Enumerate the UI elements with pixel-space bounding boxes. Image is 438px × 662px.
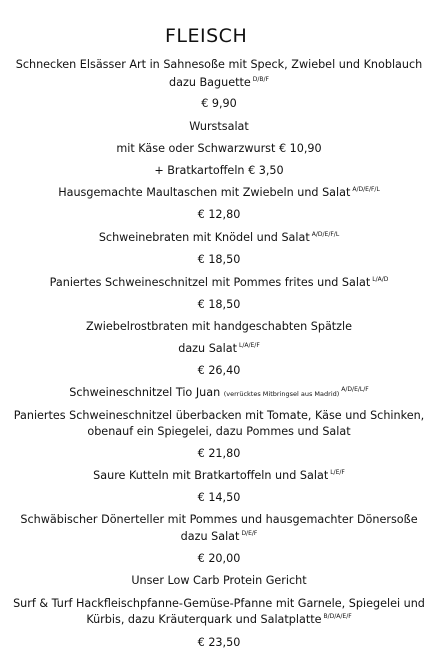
- wurstsalat-option2: + Bratkartoffeln € 3,50: [154, 164, 284, 177]
- tiojuan-name: [0, 386, 438, 399]
- tiojuan-note: (verrücktes Mitbringsel aus Madrid): [223, 390, 340, 398]
- tiojuan-allergens: A/D/E/L/F: [341, 386, 369, 393]
- doener-line1: Schwäbischer Dönerteller mit Pommes und hausgemachter Dönersoße: [20, 513, 418, 526]
- schnecken-allergens: D/B/F: [252, 76, 269, 83]
- schnitzel-text: Paniertes Schweineschnitzel mit Pommes frites und Salat: [49, 276, 371, 289]
- schnecken-line2: [0, 76, 438, 89]
- tiojuan-text: Schweineschnitzel Tio Juan: [69, 386, 221, 399]
- ueberbacken-price: € 21,80: [197, 447, 241, 460]
- maultaschen-allergens: A/D/E/F/L: [352, 186, 380, 193]
- zwiebelrostbraten-line1: Zwiebelrostbraten mit handgeschabten Spätzle: [85, 320, 353, 333]
- schnecken-line1: Schnecken Elsässer Art in Sahnesoße mit Speck, Zwiebel und Knoblauch: [15, 58, 423, 71]
- kutteln-price: € 14,50: [197, 491, 241, 504]
- zwiebelrostbraten-text: dazu Salat: [178, 342, 238, 355]
- schweinebraten-text: Schweinebraten mit Knödel und Salat: [98, 231, 310, 244]
- schnecken-text: dazu Baguette: [169, 76, 251, 89]
- lowcarb-name: Unser Low Carb Protein Gericht: [131, 574, 307, 587]
- schnecken-price: € 9,90: [201, 97, 237, 110]
- kutteln-name: [0, 469, 438, 482]
- ueberbacken-line2: obenauf ein Spiegelei, dazu Pommes und Salat: [87, 425, 351, 438]
- doener-line2: [0, 530, 438, 543]
- ueberbacken-line1: Paniertes Schweineschnitzel überbacken mit Tomate, Käse und Schinken,: [13, 409, 425, 422]
- kutteln-allergens: L/E/F: [330, 469, 345, 476]
- schweinebraten-name: [0, 231, 438, 244]
- schweinebraten-allergens: A/D/E/F/L: [311, 231, 340, 238]
- surfturf-line1: Surf & Turf Hackfleischpfanne-Gemüse-Pfanne mit Garnele, Spiegelei und: [13, 597, 425, 610]
- schweinebraten-price: € 18,50: [197, 253, 241, 266]
- wurstsalat-name: Wurstsalat: [189, 120, 249, 133]
- surfturf-allergens: B/D/A/E/F: [323, 613, 352, 620]
- kutteln-text: Saure Kutteln mit Bratkartoffeln und Salat: [93, 469, 329, 482]
- zwiebelrostbraten-allergens: L/A/E/F: [239, 342, 260, 349]
- maultaschen-price: € 12,80: [197, 208, 241, 221]
- schnitzel-allergens: L/A/D: [372, 276, 389, 283]
- maultaschen-name: [0, 186, 438, 199]
- schnitzel-name: [0, 276, 438, 289]
- wurstsalat-option1: mit Käse oder Schwarzwurst € 10,90: [116, 142, 322, 155]
- zwiebelrostbraten-line2: [0, 342, 438, 355]
- zwiebelrostbraten-price: € 26,40: [197, 364, 241, 377]
- surfturf-text: Kürbis, dazu Kräuterquark und Salatplatte: [86, 613, 322, 626]
- doener-allergens: D/E/F: [241, 530, 258, 537]
- doener-text: dazu Salat: [180, 530, 240, 543]
- doener-price: € 20,00: [197, 552, 241, 565]
- maultaschen-text: Hausgemachte Maultaschen mit Zwiebeln und Salat: [58, 186, 351, 199]
- surfturf-price: € 23,50: [197, 636, 241, 649]
- schnitzel-price: € 18,50: [197, 298, 241, 311]
- section-title: FLEISCH: [165, 25, 248, 47]
- surfturf-line2: [0, 613, 438, 626]
